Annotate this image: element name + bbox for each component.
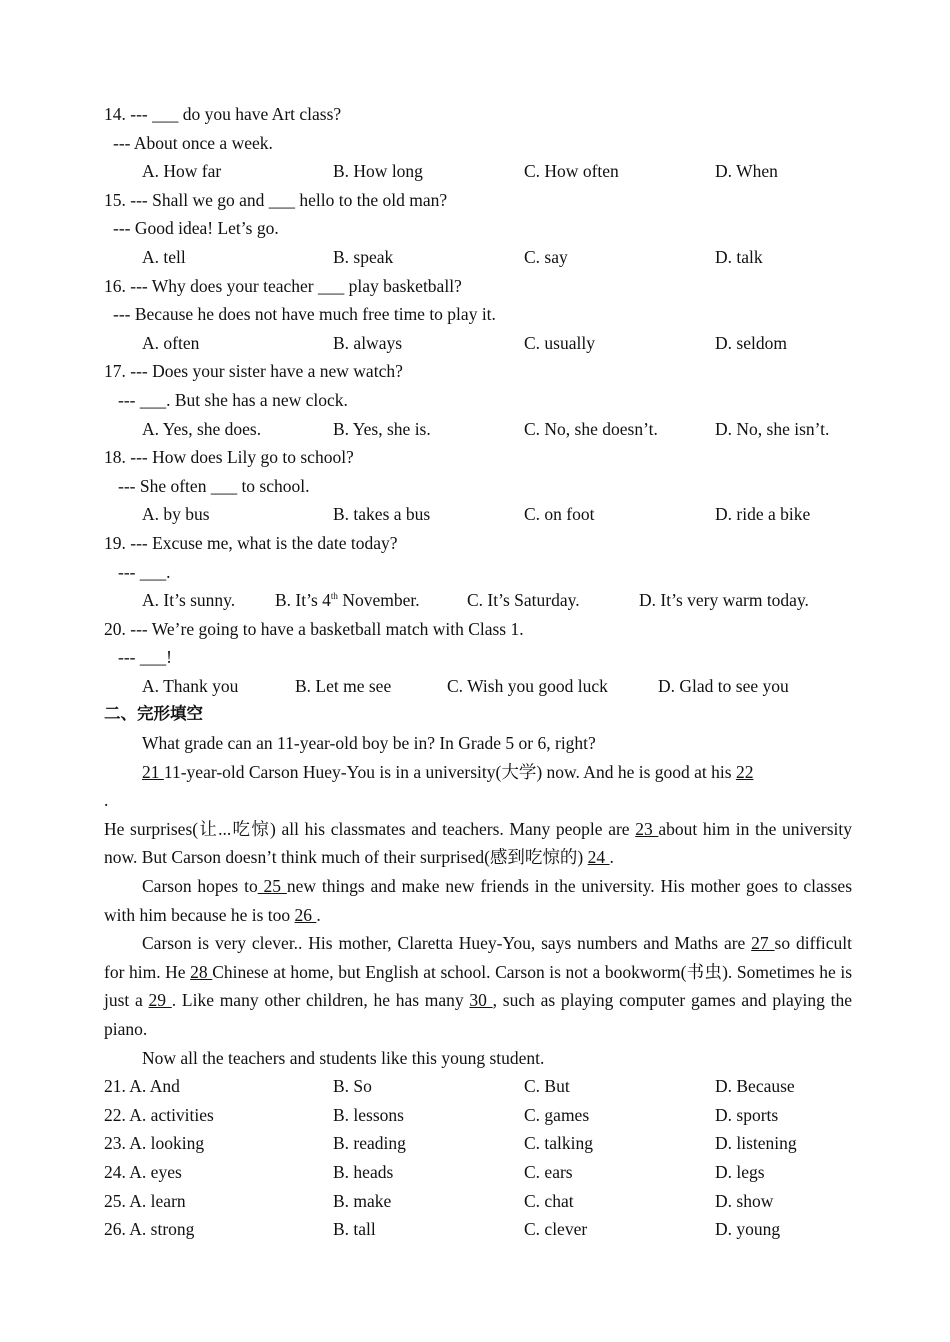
option-b: B. always [333,332,403,353]
passage-text: . Like many other children, he has many [171,990,470,1011]
option-b: B. make [333,1190,392,1211]
option-d: D. talk [715,246,763,267]
option-a: 22. A. activities [104,1104,214,1125]
passage-text: . [316,904,321,925]
passage-text: . [104,790,109,811]
question-17: 17. --- Does your sister have a new watch? [104,361,403,382]
option-c: C. No, she doesn’t. [524,418,658,439]
blank-22: 22 [735,761,754,782]
passage-text: new things and make new friends in the university. His mother goes to classes with him because he is too [104,876,853,925]
options-15 [104,243,852,272]
options-20 [104,672,852,701]
option-d: D. young [715,1219,781,1240]
blank-28: 28 [190,961,213,982]
option-c: C. say [524,246,568,267]
option-c: C. games [524,1104,590,1125]
option-d: D. show [715,1190,774,1211]
option-d: D. It’s very warm today. [639,590,809,611]
option-c: C. It’s Saturday. [467,590,580,611]
answer-line-15: --- Good idea! Let’s go. [113,218,279,239]
passage-text: Carson hopes to [142,876,258,897]
question-19: 19. --- Excuse me, what is the date today? [104,532,398,553]
option-d: D. legs [715,1161,765,1182]
option-c: C. Wish you good luck [447,675,608,696]
option-a: 24. A. eyes [104,1161,182,1182]
option-b-text: B. It’s 4 [275,590,331,611]
option-c: C. talking [524,1133,594,1154]
ordinal-suffix: th [330,591,338,602]
option-b: B. reading [333,1133,406,1154]
option-a: A. How far [142,161,222,182]
word-options-21 [104,1072,852,1101]
options-18 [104,500,852,529]
answer-line-14: --- About once a week. [113,132,273,153]
word-options-24 [104,1158,852,1187]
option-d: D. listening [715,1133,797,1154]
option-b: B. So [333,1076,372,1097]
exam-page [104,100,852,1244]
option-a: A. Yes, she does. [142,418,262,439]
word-options-22 [104,1101,852,1130]
blank-26: 26 [294,904,317,925]
passage-text: 11-year-old Carson Huey-You is in a university(大学) now. And he is good at his [163,761,736,782]
answer-line-17: --- ___. But she has a new clock. [118,389,348,410]
word-options-23 [104,1129,852,1158]
question-20: 20. --- We’re going to have a basketball match with Class 1. [104,618,524,639]
option-c: C. clever [524,1219,588,1240]
option-b: B. Yes, she is. [333,418,431,439]
blank-24: 24 [587,847,610,868]
option-a: 26. A. strong [104,1219,195,1240]
option-b: B. speak [333,246,394,267]
options-14 [104,157,852,186]
option-a: 21. A. And [104,1076,180,1097]
answer-line-16: --- Because he does not have much free time to play it. [113,304,496,325]
option-c: C. How often [524,161,619,182]
option-c: C. on foot [524,504,595,525]
blank-21: 21 [142,761,164,782]
blank-29: 29 [148,990,172,1011]
option-b: B. takes a bus [333,504,431,525]
option-d: D. sports [715,1104,779,1125]
passage-paragraph-4 [104,872,852,929]
option-b: B. heads [333,1161,394,1182]
word-options-25 [104,1187,852,1216]
blank-30: 30 [469,990,493,1011]
option-d: D. No, she isn’t. [715,418,830,439]
passage-text: Carson is very clever.. His mother, Claretta Huey-You, says numbers and Maths are [142,933,752,954]
passage-text: Chinese at home, but English at school. Carson is not a bookworm(书虫). Sometimes he is just a [104,961,852,1011]
answer-line-18: --- She often ___ to school. [118,475,310,496]
option-b: B. Let me see [295,675,392,696]
options-19 [104,586,852,615]
passage-paragraph-6: Now all the teachers and students like this young student. [142,1047,545,1068]
option-c: C. usually [524,332,595,353]
passage-paragraph-2 [104,758,852,815]
cloze-passage [104,729,852,1072]
blank-25: 25 [257,876,287,897]
option-d: D. ride a bike [715,504,811,525]
passage-text: so difficult for him. He [104,933,852,982]
option-b: B. How long [333,161,423,182]
option-c: C. chat [524,1190,574,1211]
option-d: D. Because [715,1076,795,1097]
passage-text: about him in the university now. But Carson doesn’t think much of their surprised(感到吃惊的) [104,818,853,868]
option-a: A. often [142,332,200,353]
options-16 [104,329,852,358]
passage-text: He surprises(让...吃惊) all his classmates and teachers. Many people are [104,818,636,839]
question-18: 18. --- How does Lily go to school? [104,447,354,468]
question-15: 15. --- Shall we go and ___ hello to the old man? [104,189,448,210]
blank-27: 27 [751,933,775,954]
option-b [275,586,420,615]
section-heading: 二、完形填空 [104,704,203,724]
option-a: A. tell [142,246,186,267]
answer-line-20: --- ___! [118,647,172,668]
question-16: 16. --- Why does your teacher ___ play basketball? [104,275,462,296]
option-d: D. When [715,161,778,182]
answer-line-19: --- ___. [118,561,171,582]
option-b: B. lessons [333,1104,404,1125]
blank-23: 23 [635,818,659,839]
option-a: A. Thank you [142,675,239,696]
question-14: 14. --- ___ do you have Art class? [104,104,342,124]
option-d: D. seldom [715,332,787,353]
option-c: C. ears [524,1161,573,1182]
word-options-26 [104,1215,852,1244]
passage-paragraph-1: What grade can an 11-year-old boy be in? In Grade 5 or 6, right? [142,733,596,754]
passage-text: . [609,847,614,868]
option-a: 23. A. looking [104,1133,205,1154]
passage-paragraph-5 [104,929,852,1043]
option-d: D. Glad to see you [658,675,789,696]
option-c: C. But [524,1076,570,1097]
option-a: 25. A. learn [104,1190,186,1211]
passage-text: , such as playing computer games and playing the piano. [104,990,853,1039]
option-b-text-end: November. [337,590,420,611]
option-b: B. tall [333,1219,376,1240]
options-17 [104,415,852,444]
option-a: A. It’s sunny. [142,590,236,611]
option-a: A. by bus [142,504,210,525]
passage-paragraph-3 [104,815,852,872]
